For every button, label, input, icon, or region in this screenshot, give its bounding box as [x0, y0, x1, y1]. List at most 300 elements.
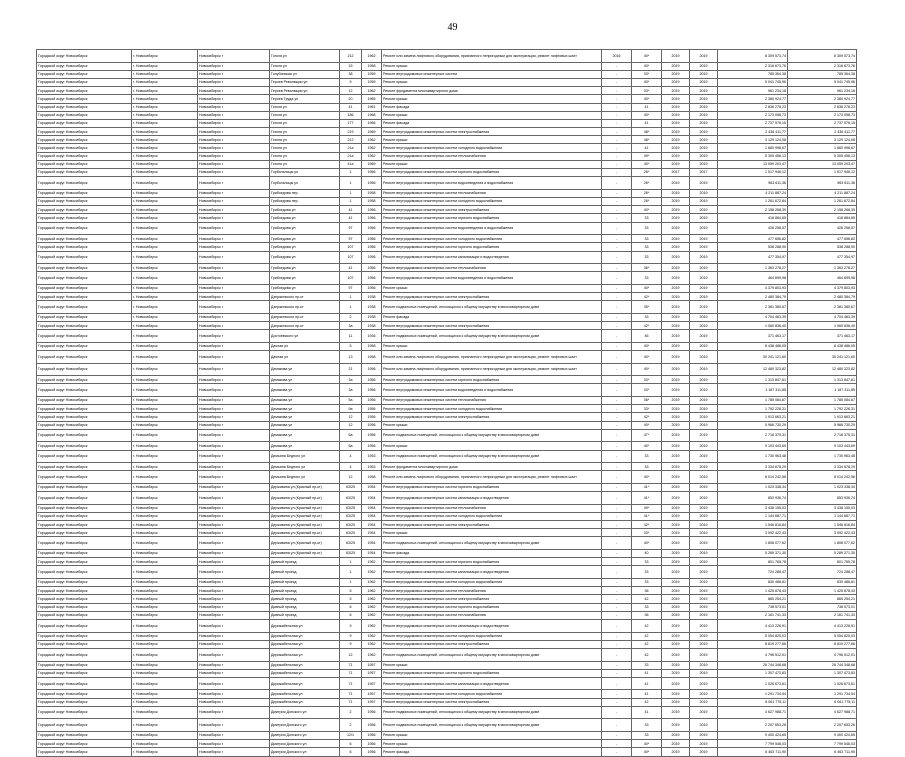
table-cell: 41 — [632, 706, 662, 719]
table-cell: Ремонт внутридомовых инженерных систем холодного водоснабжения — [382, 198, 602, 206]
table-cell: 40* — [632, 160, 662, 168]
table-cell: 30 241 121,60 — [788, 351, 857, 364]
table-cell: 41 — [632, 103, 662, 111]
table-cell: - — [602, 706, 632, 719]
table-cell: 1 023 338,34 — [718, 483, 788, 491]
table-cell: 464 699,98 — [718, 272, 788, 285]
table-cell: г. Новосибирск — [132, 50, 198, 63]
table-cell: г. Новосибирск — [132, 206, 198, 214]
table-cell: г. Новосибирск — [132, 95, 198, 103]
table-cell: 2019 — [690, 235, 718, 243]
table-cell: 1 — [340, 293, 362, 301]
table-cell: г. Новосибирск — [132, 740, 198, 748]
table-cell: 2019 — [690, 492, 718, 505]
table-cell: Ремонт внутридомовых инженерных систем водоотведения и водоснабжения — [382, 177, 602, 190]
table-row — [37, 397, 857, 405]
table-cell: 26 744 348,68 — [718, 661, 788, 669]
table-cell: 2019 — [662, 706, 690, 719]
table-cell: Городской округ Новосибирск — [37, 313, 132, 321]
table-cell: 41 — [340, 103, 362, 111]
table-cell: 2019 — [662, 632, 690, 640]
table-cell: 1 363 278,27 — [788, 264, 857, 272]
table-cell: - — [602, 235, 632, 243]
table-cell: Ремонт внутридомовых инженерных систем электроснабжения — [382, 206, 602, 214]
table-cell: 4 — [340, 463, 362, 471]
table-cell: г. Новосибирск — [132, 70, 198, 78]
table-cell: 42 — [632, 632, 662, 640]
table-row — [37, 719, 857, 732]
table-cell: г. Новосибирск — [132, 690, 198, 698]
table-cell: 1954 — [362, 492, 382, 505]
table-row — [37, 136, 857, 144]
table-cell: г. Новосибирск — [132, 272, 198, 285]
table-cell: 426 258,57 — [788, 222, 857, 235]
table-cell: 3 438 155,03 — [718, 504, 788, 512]
table-cell: 186 — [340, 111, 362, 119]
table-cell: Голубинская ул — [270, 70, 340, 78]
table-cell: 33 — [632, 450, 662, 463]
table-cell: Новосибирск г — [198, 421, 270, 429]
table-cell: 9 — [340, 632, 362, 640]
table-cell: Державина ул (Красный пр-кт) — [270, 492, 340, 505]
table-cell: Городской округ Новосибирск — [37, 251, 132, 264]
table-cell: Ремонт крыши — [382, 529, 602, 537]
table-cell: г. Новосибирск — [132, 619, 198, 632]
table-cell: - — [602, 504, 632, 512]
table-cell: 2017 — [690, 169, 718, 177]
table-cell: 963 611,36 — [718, 177, 788, 190]
table-cell: 1 425 878,43 — [788, 587, 857, 595]
table-cell: 2 161 741,33 — [788, 611, 857, 619]
table-cell: - — [602, 748, 632, 756]
table-cell: Городской округ Новосибирск — [37, 640, 132, 648]
table-cell: Ремонт крыши — [382, 136, 602, 144]
table-cell: 4 413 226,91 — [788, 619, 857, 632]
table-cell: Городской округ Новосибирск — [37, 144, 132, 152]
table-cell: 1956 — [362, 421, 382, 429]
table-cell: 49* — [632, 504, 662, 512]
table-cell: 33 — [632, 558, 662, 566]
table-cell: 5 — [340, 587, 362, 595]
table-cell: 2019 — [690, 136, 718, 144]
table-cell: Ремонт внутридомовых инженерных систем электроснабжения — [382, 322, 602, 330]
table-cell: 1938 — [362, 313, 382, 321]
table-cell: г. Новосибирск — [132, 128, 198, 136]
table-cell: Городской округ Новосибирск — [37, 206, 132, 214]
table-row — [37, 342, 857, 350]
table-cell: 1969 — [362, 128, 382, 136]
table-cell: Дирижабельная ул — [270, 661, 340, 669]
table-cell: Ремонт крыши — [382, 78, 602, 86]
table-cell: 107 — [340, 243, 362, 251]
table-cell: 2019 — [690, 405, 718, 413]
table-cell: Ремонт внутридомовых инженерных систем теплоснабжения — [382, 189, 602, 197]
table-cell: 1 363 278,27 — [718, 264, 788, 272]
table-cell: Новосибирск г — [198, 740, 270, 748]
table-cell: 2019 — [690, 632, 718, 640]
table-cell: 5 041 745,96 — [788, 78, 857, 86]
table-cell: 8 438 486,05 — [788, 342, 857, 350]
table-cell: Новосибирск г — [198, 206, 270, 214]
table-cell: 41 — [340, 214, 362, 222]
table-cell: 6 061 775,11 — [718, 698, 788, 706]
table-cell: Гоголя ул — [270, 144, 340, 152]
table-cell: 538 288,90 — [718, 243, 788, 251]
table-cell: Ремонт внутридомовых инженерных систем электроснабжения — [382, 640, 602, 648]
table-cell: - — [602, 579, 632, 587]
table-cell: 2019 — [690, 313, 718, 321]
table-cell: 2019 — [662, 284, 690, 292]
table-cell: Новосибирск г — [198, 640, 270, 648]
table-cell: Новосибирск г — [198, 661, 270, 669]
table-cell: 26* — [632, 189, 662, 197]
table-row — [37, 529, 857, 537]
table-cell: 2 716 375,31 — [718, 429, 788, 442]
table-cell: Городской округ Новосибирск — [37, 471, 132, 484]
table-cell: 2019 — [662, 504, 690, 512]
table-cell: 1 307 473,83 — [718, 669, 788, 677]
table-cell: г. Новосибирск — [132, 152, 198, 160]
table-cell: Дмитрия Донского ул — [270, 706, 340, 719]
table-cell: 1953 — [362, 450, 382, 463]
table-cell: 1 730 963,48 — [718, 450, 788, 463]
table-cell: Дивный проезд — [270, 566, 340, 579]
table-cell: 2019 — [662, 293, 690, 301]
table-cell: 97 — [340, 235, 362, 243]
table-cell: - — [602, 397, 632, 405]
table-cell: 1962 — [362, 144, 382, 152]
table-cell: 212 — [340, 136, 362, 144]
table-cell: - — [602, 214, 632, 222]
table-cell: 9 400 424,65 — [788, 732, 857, 740]
table-cell: 2019 — [690, 595, 718, 603]
table-cell: Дирижабельная ул — [270, 677, 340, 690]
table-cell: - — [602, 342, 632, 350]
table-cell: Городской округ Новосибирск — [37, 661, 132, 669]
table-cell: - — [602, 619, 632, 632]
table-row — [37, 579, 857, 587]
table-cell: г. Новосибирск — [132, 177, 198, 190]
table-cell: г. Новосибирск — [132, 363, 198, 376]
table-cell: 3 092 422,43 — [788, 529, 857, 537]
table-cell: 15 — [340, 62, 362, 70]
table-cell: Городской округ Новосибирск — [37, 222, 132, 235]
table-row — [37, 243, 857, 251]
table-cell: 8 819 277,66 — [788, 640, 857, 648]
table-cell: Ремонт внутридомовых инженерных систем электроснабжения — [382, 413, 602, 421]
table-cell: 4 796 512,01 — [718, 648, 788, 661]
table-cell: 1 291 734,54 — [718, 690, 788, 698]
table-cell: 2019 — [690, 397, 718, 405]
table-cell: Грибоедова ул — [270, 284, 340, 292]
table-cell: 47* — [632, 429, 662, 442]
table-cell: 33 — [632, 603, 662, 611]
table-cell: Демакова ул — [270, 363, 340, 376]
table-cell: Городской округ Новосибирск — [37, 619, 132, 632]
table-cell: Ремонт фундамента многоквартирного дома — [382, 87, 602, 95]
table-cell: Новосибирск г — [198, 450, 270, 463]
table-cell: 1962 — [362, 619, 382, 632]
table-cell: Новосибирск г — [198, 579, 270, 587]
table-cell: Демакова ул — [270, 421, 340, 429]
table-cell: 9 — [340, 640, 362, 648]
table-cell: 6 463 711,90 — [718, 748, 788, 756]
table-cell: 2019 — [662, 550, 690, 558]
table-cell: Демакова ул — [270, 413, 340, 421]
table-cell: Ремонт внутридомовых инженерных систем горячего водоснабжения — [382, 169, 602, 177]
table-cell: 1 313 847,61 — [788, 376, 857, 384]
table-cell: 1957 — [362, 690, 382, 698]
table-cell: 2019 — [690, 512, 718, 520]
table-cell: г. Новосибирск — [132, 648, 198, 661]
table-row — [37, 384, 857, 397]
table-row — [37, 301, 857, 314]
table-cell: Грибоедова пер — [270, 189, 340, 197]
table-row — [37, 152, 857, 160]
table-cell: 418 884,65 — [718, 214, 788, 222]
table-cell: 40 — [632, 550, 662, 558]
table-cell: 63/25 — [340, 521, 362, 529]
table-cell: Городской округ Новосибирск — [37, 421, 132, 429]
table-row — [37, 429, 857, 442]
table-cell: Новосибирск г — [198, 595, 270, 603]
table-cell: г. Новосибирск — [132, 87, 198, 95]
table-cell: 42 — [632, 619, 662, 632]
table-cell: Городской округ Новосибирск — [37, 351, 132, 364]
table-row — [37, 78, 857, 86]
table-cell: 785 364,38 — [718, 70, 788, 78]
table-cell: Ремонт внутридомовых инженерных систем холодного водоснабжения — [382, 632, 602, 640]
table-cell: 2019 — [662, 619, 690, 632]
table-cell: - — [602, 272, 632, 285]
table-cell: 1956 — [362, 169, 382, 177]
table-cell: г. Новосибирск — [132, 384, 198, 397]
table-cell: 2019 — [690, 264, 718, 272]
table-cell: Демакова ул — [270, 429, 340, 442]
table-cell: 2019 — [690, 706, 718, 719]
table-row — [37, 442, 857, 450]
table-cell: 1 — [340, 169, 362, 177]
table-cell: 2 716 375,31 — [788, 429, 857, 442]
table-cell: Городской округ Новосибирск — [37, 690, 132, 698]
table-cell: Новосибирск г — [198, 632, 270, 640]
table-cell: Новосибирск г — [198, 397, 270, 405]
table-cell: 961 234,18 — [718, 87, 788, 95]
table-cell: 1958 — [362, 198, 382, 206]
table-cell: 9 — [340, 619, 362, 632]
table-cell: Демакова ул — [270, 384, 340, 397]
table-cell: Новосибирск г — [198, 128, 270, 136]
table-cell: - — [602, 698, 632, 706]
table-cell: Ремонт подвальных помещений, относящихся к общему имуществу в многоквартирном доме — [382, 706, 602, 719]
table-cell: Городской округ Новосибирск — [37, 264, 132, 272]
table-cell: Ремонт фасада — [382, 550, 602, 558]
table-cell: 2 480 384,79 — [788, 293, 857, 301]
table-cell: г. Новосибирск — [132, 732, 198, 740]
table-cell: 33 — [632, 272, 662, 285]
table-row — [37, 677, 857, 690]
table-cell: 1 — [340, 189, 362, 197]
table-cell: Дмитрия Донского ул — [270, 740, 340, 748]
table-cell: 1956 — [362, 222, 382, 235]
table-row — [37, 492, 857, 505]
table-cell: г. Новосибирск — [132, 243, 198, 251]
table-cell: 33 — [632, 732, 662, 740]
table-cell: 2 — [340, 719, 362, 732]
table-cell: 63/25 — [340, 512, 362, 520]
table-cell: Новосибирск г — [198, 119, 270, 127]
table-cell: Дирижабельная ул — [270, 640, 340, 648]
table-cell: 8 309 573,74 — [788, 50, 857, 63]
table-cell: г. Новосибирск — [132, 198, 198, 206]
table-cell: Ремонт крыши — [382, 160, 602, 168]
table-cell: 2 737 576,15 — [788, 119, 857, 127]
table-cell: 2 173 058,73 — [718, 111, 788, 119]
table-cell: - — [602, 198, 632, 206]
table-cell: 2019 — [690, 566, 718, 579]
table-cell: 2019 — [690, 160, 718, 168]
table-cell: 865 254,21 — [718, 595, 788, 603]
table-cell: 4 211 887,24 — [788, 189, 857, 197]
table-cell: г. Новосибирск — [132, 78, 198, 86]
table-cell: Городской округ Новосибирск — [37, 87, 132, 95]
table-cell: 2019 — [662, 429, 690, 442]
table-cell: 1 — [340, 558, 362, 566]
table-cell: 1956 — [362, 719, 382, 732]
table-cell: 1 785 084,67 — [788, 397, 857, 405]
table-cell: Ремонт внутридомовых инженерных систем холодного водоснабжения — [382, 690, 602, 698]
table-cell: 2019 — [690, 363, 718, 376]
table-cell: 1962 — [362, 87, 382, 95]
table-cell: 107 — [340, 251, 362, 264]
table-cell: 1962 — [362, 595, 382, 603]
table-cell: Новосибирск г — [198, 111, 270, 119]
table-cell: 2019 — [690, 128, 718, 136]
table-cell: - — [602, 471, 632, 484]
table-cell: 6 463 711,90 — [788, 748, 857, 756]
table-cell: 63/25 — [340, 529, 362, 537]
table-cell: Новосибирск г — [198, 619, 270, 632]
table-cell: 1962 — [362, 558, 382, 566]
table-cell: 4 627 988,71 — [718, 706, 788, 719]
table-cell: Демакова ул — [270, 442, 340, 450]
table-cell: Городской округ Новосибирск — [37, 550, 132, 558]
table-cell: 26 744 348,68 — [788, 661, 857, 669]
table-cell: Новосибирск г — [198, 492, 270, 505]
table-cell: г. Новосибирск — [132, 293, 198, 301]
table-cell: Городской округ Новосибирск — [37, 492, 132, 505]
table-cell: 1 425 878,43 — [718, 587, 788, 595]
table-cell: Ремонт внутридомовых инженерных систем канализации и водоотведения — [382, 619, 602, 632]
table-cell: г. Новосибирск — [132, 429, 198, 442]
table-cell: г. Новосибирск — [132, 471, 198, 484]
table-cell: - — [602, 177, 632, 190]
table-cell: Достоевского ул — [270, 330, 340, 343]
table-cell: 2019 — [690, 251, 718, 264]
table-row — [37, 550, 857, 558]
table-cell: г. Новосибирск — [132, 169, 198, 177]
table-cell: 464 699,98 — [788, 272, 857, 285]
table-cell: Державина ул (Красный пр-кт) — [270, 521, 340, 529]
table-cell: Грибоедова пер — [270, 198, 340, 206]
table-cell: г. Новосибирск — [132, 264, 198, 272]
table-cell: 40* — [632, 111, 662, 119]
table-cell: Дзержинского пр-кт — [270, 313, 340, 321]
table-cell: г. Новосибирск — [132, 351, 198, 364]
table-cell: г. Новосибирск — [132, 397, 198, 405]
table-cell: 1 546 816,84 — [788, 521, 857, 529]
table-cell: Новосибирск г — [198, 136, 270, 144]
table-cell: Ремонт или замена лифтового оборудования, признанного непригодным для эксплуатации, ремонт лифтовых шахт — [382, 363, 602, 376]
table-row — [37, 421, 857, 429]
table-cell: 63/25 — [340, 537, 362, 550]
table-cell: 2019 — [662, 442, 690, 450]
table-cell: 1 — [340, 301, 362, 314]
table-cell: 2019 — [662, 595, 690, 603]
table-cell: Ремонт фундамента многоквартирного дома — [382, 463, 602, 471]
table-row — [37, 471, 857, 484]
table-cell: Новосибирск г — [198, 611, 270, 619]
table-cell: 12 480 323,82 — [718, 363, 788, 376]
table-cell: Дзержинского пр-кт — [270, 293, 340, 301]
table-cell: 1956 — [362, 206, 382, 214]
table-cell: 41* — [632, 492, 662, 505]
table-cell: Городской округ Новосибирск — [37, 284, 132, 292]
table-cell: 40* — [632, 78, 662, 86]
table-cell: Дирижабельная ул — [270, 619, 340, 632]
table-cell: Новосибирск г — [198, 429, 270, 442]
table-cell: 2019 — [662, 70, 690, 78]
table-cell: г. Новосибирск — [132, 512, 198, 520]
table-row — [37, 169, 857, 177]
table-cell: Ремонт фасада — [382, 103, 602, 111]
table-cell: - — [602, 740, 632, 748]
table-cell: г. Новосибирск — [132, 504, 198, 512]
table-row — [37, 189, 857, 197]
table-cell: 46 — [632, 330, 662, 343]
table-cell: 2019 — [662, 719, 690, 732]
table-cell: Новосибирск г — [198, 521, 270, 529]
table-cell: Городской округ Новосибирск — [37, 235, 132, 243]
table-row — [37, 95, 857, 103]
table-row — [37, 293, 857, 301]
table-cell: - — [602, 587, 632, 595]
table-cell: Новосибирск г — [198, 603, 270, 611]
table-cell: 1958 — [362, 342, 382, 350]
table-cell: Грибоедова ул — [270, 206, 340, 214]
table-cell: 36* — [632, 264, 662, 272]
table-cell: 1 808 077,62 — [788, 537, 857, 550]
table-cell: - — [602, 376, 632, 384]
table-cell: г. Новосибирск — [132, 284, 198, 292]
table-cell: 2019 — [690, 189, 718, 197]
table-cell: Героев Революции ул — [270, 87, 340, 95]
table-row — [37, 62, 857, 70]
table-cell: Дмитрия Донского ул — [270, 719, 340, 732]
table-cell: - — [602, 136, 632, 144]
table-cell: 724 288,47 — [788, 566, 857, 579]
table-cell: 1 808 077,62 — [718, 537, 788, 550]
table-cell: 418 884,65 — [788, 214, 857, 222]
table-cell: Героев Труда ул — [270, 95, 340, 103]
table-cell: Городской округ Новосибирск — [37, 579, 132, 587]
table-cell: 2019 — [662, 50, 690, 63]
table-cell: 2019 — [690, 78, 718, 86]
table-cell: Гоголя ул — [270, 128, 340, 136]
table-cell: 1 517 946,12 — [788, 169, 857, 177]
table-cell: 1 060 836,40 — [788, 322, 857, 330]
table-row — [37, 87, 857, 95]
